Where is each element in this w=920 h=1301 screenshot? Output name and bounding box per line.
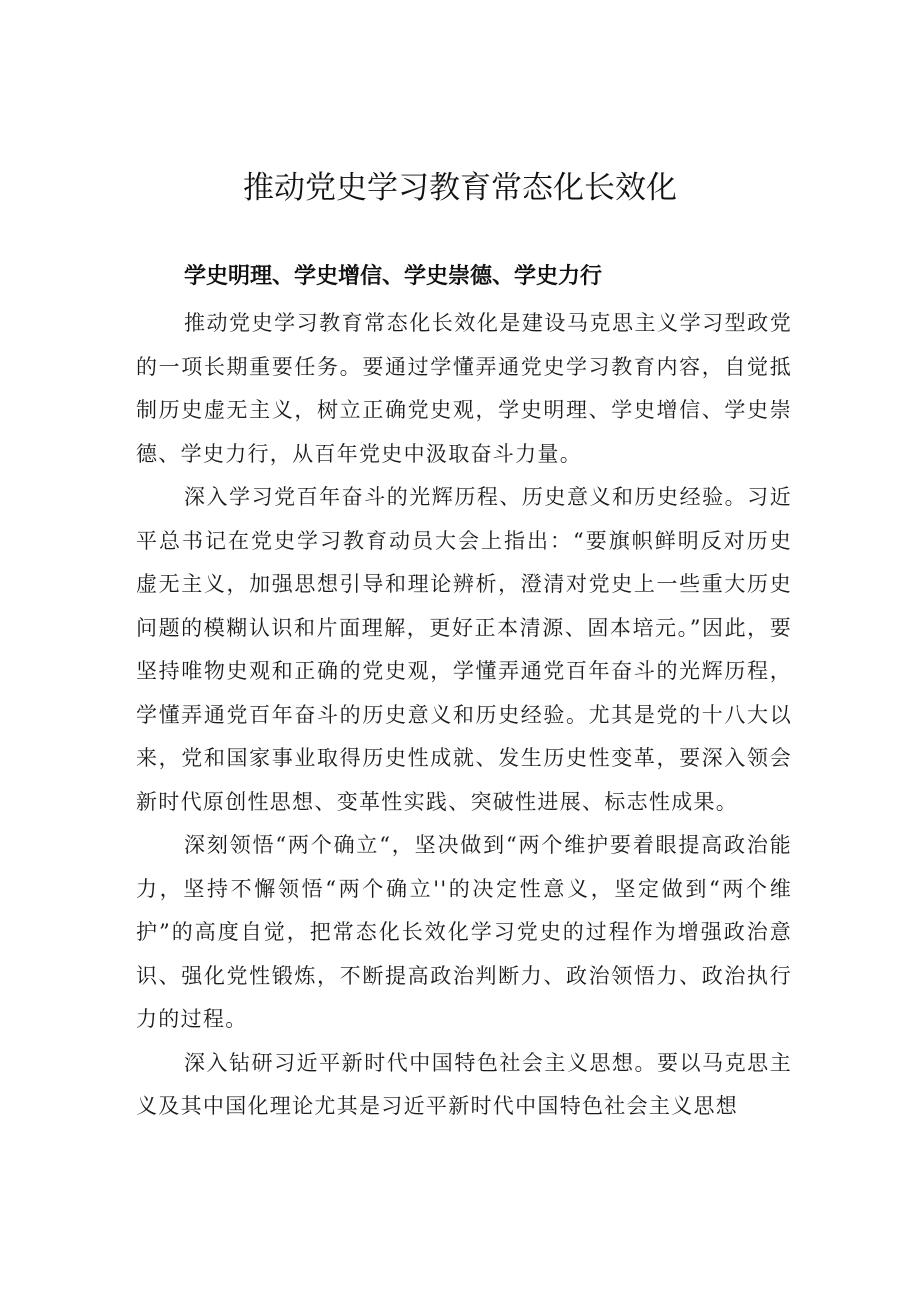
- document-body: [136, 302, 792, 1129]
- paragraph: 深入钻研习近平新时代中国特色社会主义思想。要以马克思主义及其中国化理论尤其是习近平新时代中国特色社会主义思想: [136, 1050, 792, 1118]
- paragraph: 深入学习党百年奋斗的光辉历程、历史意义和历史经验。习近平总书记在党史学习教育动员大会上指出：“要旗帜鲜明反对历史虚无主义，加强思想引导和理论辨析，澄清对党史上一些重大历史问题的模糊认识和片面理解，更好正本清源、固本培元。”因此，要坚持唯物史观和正确的党史观，学懂弄通党百年奋斗的光辉历程，学懂弄通党百年奋斗的历史意义和历史经验。尤其是党的十八大以来，党和国家事业取得历史性成就、发生历史性变革，要深入领会新时代原创性思想、变革性实践、突破性进展、标志性成果。: [136, 485, 792, 814]
- paragraph: 深刻领悟“两个确立“，坚决做到“两个维护要着眼提高政治能力，坚持不懈领悟“两个确立''的决定性意义，坚定做到“两个维护”的高度自觉，把常态化长效化学习党史的过程作为增强政治意识、强化党性锻炼，不断提高政治判断力、政治领悟力、政治执行力的过程。: [136, 833, 792, 1031]
- document-subtitle: 学史明理、学史增信、学史崇德、学史力行: [184, 264, 603, 289]
- paragraph: 推动党史学习教育常态化长效化是建设马克思主义学习型政党的一项长期重要任务。要通过学懂弄通党史学习教育内容，自觉抵制历史虚无主义，树立正确党史观，学史明理、学史增信、学史崇德、学史力行，从百年党史中汲取奋斗力量。: [136, 311, 792, 466]
- document-title: 推动党史学习教育常态化长效化: [243, 170, 677, 206]
